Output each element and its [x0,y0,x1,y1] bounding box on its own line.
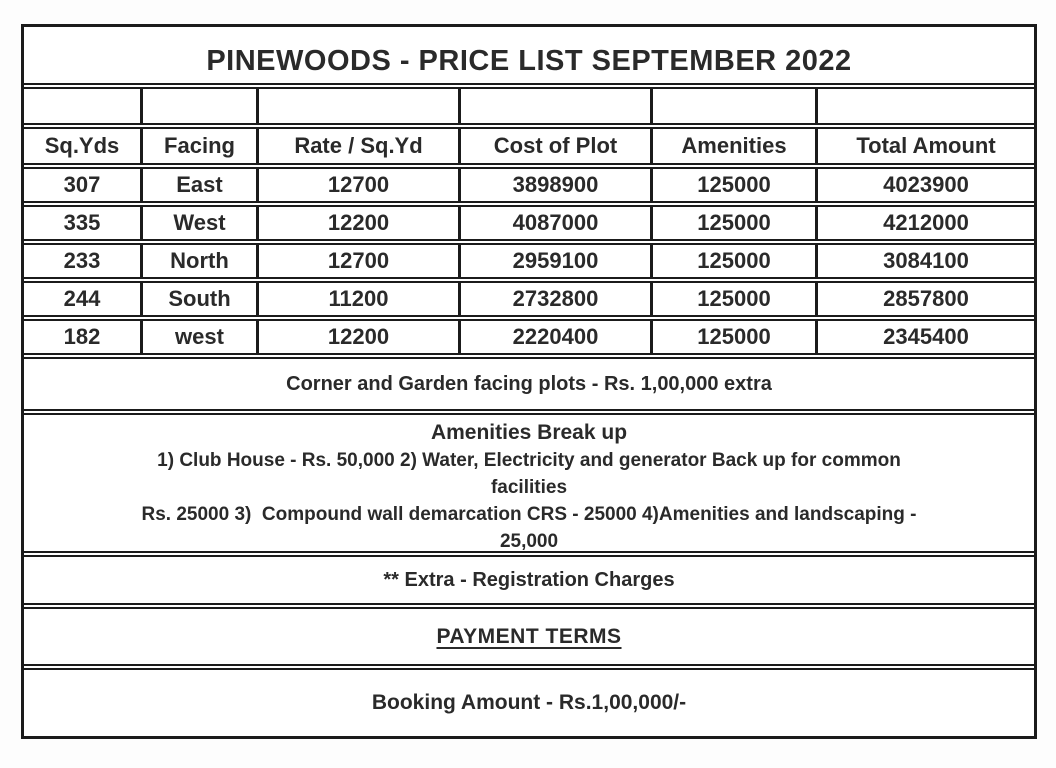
corner-note-text: Corner and Garden facing plots - Rs. 1,00,000 extra [286,372,772,395]
column-header-total-amount: Total Amount [815,129,1034,163]
table-cell-rate: 12200 [256,321,458,353]
booking-amount-row [24,668,1034,736]
table-row [24,281,1034,317]
table-cell-facing: West [140,207,256,239]
column-header-facing: Facing [140,129,256,163]
booking-amount-text: Booking Amount - Rs.1,00,000/- [371,691,687,714]
table-cell-amenities: 125000 [650,321,815,353]
column-header-rate: Rate / Sq.Yd [256,129,458,163]
table-cell-rate: 11200 [256,283,458,315]
table-cell-facing: South [140,283,256,315]
table-cell-cost-of-plot: 2959100 [458,245,650,277]
table-cell-amenities: 125000 [650,283,815,315]
table-cell-facing: East [140,169,256,201]
table-cell-sqyds: 182 [63,324,101,349]
table-cell-sqyds: 307 [63,172,101,197]
spacer-row [24,87,1034,125]
column-header-cost-of-plot: Cost of Plot [458,129,650,163]
table-cell-rate: 12700 [256,245,458,277]
corner-note-row [24,357,1034,411]
table-header-row [24,127,1034,165]
table-row [24,205,1034,241]
table-cell-rate: 12200 [256,207,458,239]
table-cell-total-amount: 4212000 [815,207,1034,239]
amenities-breakup-heading: Amenities Break up [430,421,628,444]
table-cell-total-amount: 2345400 [815,321,1034,353]
spacer-cell [140,89,256,123]
table-cell-facing: North [140,245,256,277]
table-row [24,319,1034,355]
price-list-document [21,24,1037,739]
table-cell-sqyds: 244 [63,286,101,311]
spacer-cell [458,89,650,123]
table-cell-total-amount: 2857800 [815,283,1034,315]
amenities-breakup-line: Rs. 25000 3) Compound wall demarcation CRS - 25000 4)Amenities and landscaping - [141,504,917,525]
column-header-sqyds: Sq.Yds [44,133,120,158]
table-cell-cost-of-plot: 3898900 [458,169,650,201]
extra-charges-text: ** Extra - Registration Charges [383,568,675,591]
table-cell-rate: 12700 [256,169,458,201]
title-row [24,27,1034,85]
spacer-cell [24,89,140,123]
extra-charges-row [24,555,1034,605]
table-cell-cost-of-plot: 4087000 [458,207,650,239]
table-cell-amenities: 125000 [650,169,815,201]
amenities-breakup-line: facilities [490,477,568,498]
table-row [24,167,1034,203]
table-cell-total-amount: 3084100 [815,245,1034,277]
table-cell-sqyds: 233 [63,248,101,273]
table-cell-cost-of-plot: 2220400 [458,321,650,353]
spacer-cell [650,89,815,123]
column-header-amenities: Amenities [650,129,815,163]
payment-terms-heading: PAYMENT TERMS [436,624,622,648]
page-title: PINEWOODS - PRICE LIST SEPTEMBER 2022 [206,45,852,77]
table-row [24,243,1034,279]
table-cell-total-amount: 4023900 [815,169,1034,201]
table-cell-amenities: 125000 [650,245,815,277]
table-cell-sqyds: 335 [63,210,101,235]
amenities-breakup-row [24,413,1034,553]
spacer-cell [256,89,458,123]
table-cell-amenities: 125000 [650,207,815,239]
payment-terms-row [24,607,1034,666]
amenities-breakup-line: 25,000 [499,531,559,552]
table-cell-facing: west [140,321,256,353]
spacer-cell [815,89,1034,123]
amenities-breakup-line: 1) Club House - Rs. 50,000 2) Water, Electricity and generator Back up for common [157,450,901,471]
table-cell-cost-of-plot: 2732800 [458,283,650,315]
